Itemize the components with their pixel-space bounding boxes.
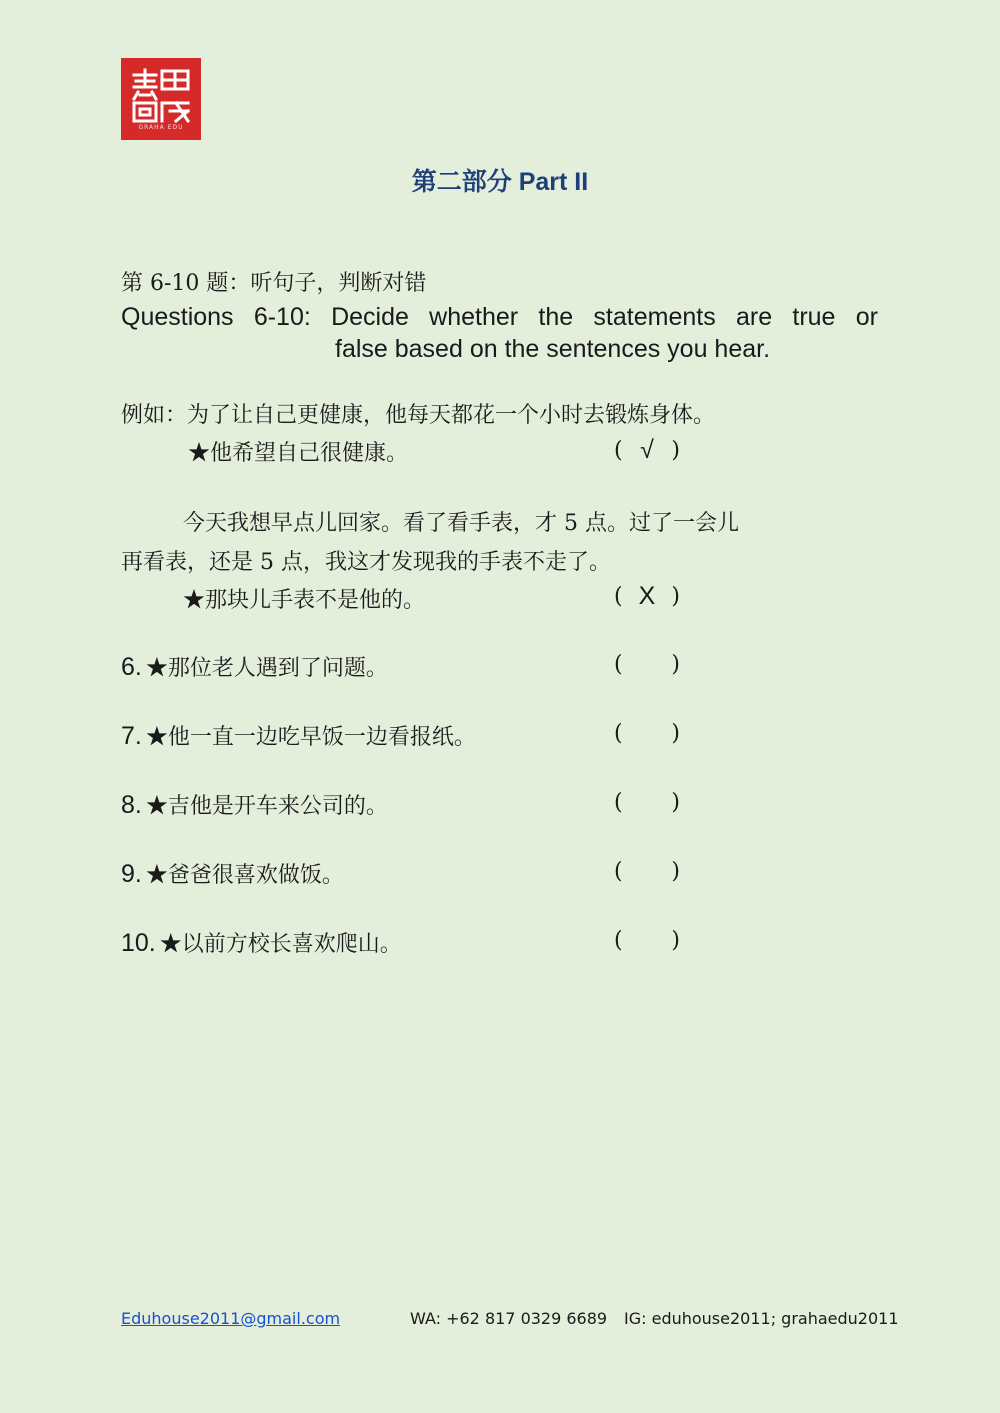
question-statement: ★爸爸很喜欢做饭。 <box>145 863 344 888</box>
footer-instagram: IG: eduhouse2011; grahaedu2011 <box>624 1309 899 1328</box>
example-answer-box <box>614 436 680 465</box>
footer-whatsapp: WA: +62 817 0329 6689 <box>410 1309 608 1328</box>
logo <box>121 58 201 140</box>
paren-close: ) <box>671 721 680 746</box>
question-statement: ★以前方校长喜欢爬山。 <box>159 932 402 957</box>
instructions-en-word: true <box>792 303 836 331</box>
paren-open: ( <box>614 928 623 953</box>
paren-open: ( <box>614 721 623 746</box>
instructions-en-line2: false based on the sentences you hear. <box>335 335 771 363</box>
paren-open: ( <box>614 584 623 609</box>
question-item-7 <box>121 720 476 751</box>
instructions-en-word: Decide <box>331 303 409 331</box>
answer-box-10[interactable] <box>614 928 680 953</box>
question-number: 10. <box>121 929 156 957</box>
logo-subtext: GRAHA EDU <box>138 124 184 131</box>
question-number: 6. <box>121 653 142 681</box>
question-number: 9. <box>121 860 142 888</box>
question-item-9 <box>121 858 344 889</box>
question-statement: ★吉他是开车来公司的。 <box>145 794 388 819</box>
example-sentence: 例如：为了让自己更健康，他每天都花一个小时去锻炼身体。 <box>121 403 716 428</box>
footer-email-link[interactable]: Eduhouse2011@gmail.com <box>121 1309 341 1328</box>
paren-close: ) <box>671 584 680 609</box>
paren-open: ( <box>614 790 623 815</box>
instructions-en-word: are <box>735 303 773 331</box>
question-number: 8. <box>121 791 142 819</box>
question-item-10 <box>121 927 402 958</box>
paren-open: ( <box>614 859 623 884</box>
instructions-en-word: statements <box>593 303 716 331</box>
passage-answer-box <box>614 582 680 611</box>
page-title: 第二部分 Part II <box>411 168 589 196</box>
instructions-en-word: 6-10: <box>253 303 311 331</box>
question-statement: ★那位老人遇到了问题。 <box>145 656 388 681</box>
example-statement: ★他希望自己很健康。 <box>188 441 409 466</box>
passage-answer-mark: X <box>638 582 656 610</box>
answer-box-6[interactable] <box>614 652 680 677</box>
instructions-en-word: whether <box>429 303 519 331</box>
passage-statement: ★那块儿手表不是他的。 <box>183 588 426 613</box>
answer-box-9[interactable] <box>614 859 680 884</box>
instructions-en-word: or <box>855 303 878 331</box>
paren-close: ) <box>671 859 680 884</box>
question-item-6 <box>121 651 388 682</box>
paren-open: ( <box>614 652 623 677</box>
paren-open: ( <box>614 438 623 463</box>
passage-line2: 再看表，还是 5 点，我这才发现我的手表不走了。 <box>121 550 611 575</box>
instructions-en-word: the <box>538 303 574 331</box>
paren-close: ) <box>671 652 680 677</box>
example-answer-mark: √ <box>640 436 654 464</box>
instructions-cn: 第 6-10 题：听句子，判断对错 <box>121 271 427 296</box>
question-statement: ★他一直一边吃早饭一边看报纸。 <box>145 725 476 750</box>
answer-box-7[interactable] <box>614 721 680 746</box>
instructions-en-word: Questions <box>121 303 234 331</box>
paren-close: ) <box>671 438 680 463</box>
question-item-8 <box>121 789 388 820</box>
paren-close: ) <box>671 928 680 953</box>
answer-box-8[interactable] <box>614 790 680 815</box>
logo-seal-graphic <box>130 67 192 123</box>
question-number: 7. <box>121 722 142 750</box>
paren-close: ) <box>671 790 680 815</box>
passage-line1: 今天我想早点儿回家。看了看手表，才 5 点。过了一会儿 <box>183 511 739 536</box>
instructions-en-line1 <box>121 303 878 332</box>
